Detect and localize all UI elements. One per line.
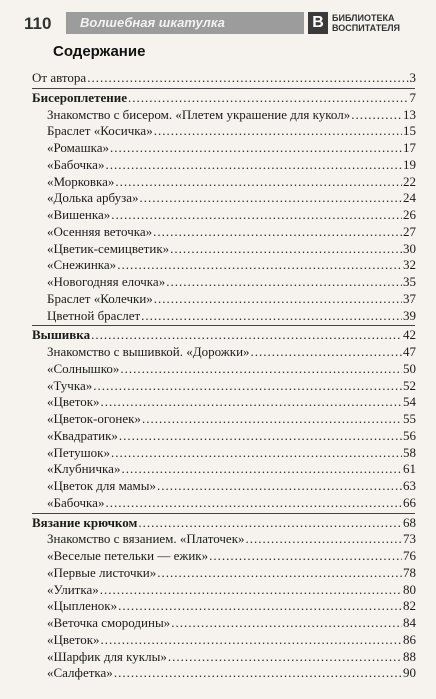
toc-entry-page: 80: [403, 581, 416, 597]
toc-entry-label: «Улитка»: [47, 581, 99, 597]
dot-leader: [170, 241, 402, 257]
toc-entry-row: [47, 123, 416, 139]
dot-leader: [154, 291, 402, 307]
toc-entry-label: «Цветик-семицветик»: [47, 240, 170, 256]
toc-entry-label: «Снежинка»: [47, 257, 117, 273]
section-divider: [32, 325, 415, 326]
toc-entry-row: [47, 531, 416, 547]
dot-leader: [118, 598, 402, 614]
dot-leader: [110, 140, 402, 156]
toc-entry-page: 3: [409, 70, 416, 85]
toc-entry-page: 84: [403, 615, 416, 630]
dot-leader: [87, 70, 408, 86]
toc-entry-page: 73: [403, 531, 416, 547]
toc-entry-row: [47, 582, 416, 598]
toc-entry-label: «Цветок-огонек»: [47, 411, 141, 426]
toc-section-row: [32, 515, 416, 531]
toc-entry-label: «Морковка»: [47, 173, 115, 189]
toc-entry-page: 15: [403, 123, 416, 139]
toc-entry-row: [47, 274, 416, 290]
dot-leader: [117, 257, 402, 273]
toc-entry-row: [47, 207, 416, 223]
toc-entry-page: 68: [403, 514, 416, 530]
toc-entry-row: [47, 495, 416, 511]
toc-entry-page: 30: [403, 240, 416, 256]
toc-title: Содержание: [53, 43, 146, 60]
toc-entry-page: 58: [403, 444, 416, 460]
dot-leader: [154, 123, 402, 139]
dot-leader: [351, 107, 402, 123]
toc-entry-label: «Цветок для мамы»: [47, 478, 156, 493]
dot-leader: [142, 411, 402, 427]
dot-leader: [111, 445, 402, 461]
toc-entry-label: «Цветок»: [47, 394, 100, 410]
toc-entry-row: [47, 598, 416, 614]
dot-leader: [166, 274, 402, 290]
toc-entry-row: [47, 548, 416, 564]
toc-entry-row: [47, 378, 416, 394]
dot-leader: [246, 531, 402, 547]
toc-entry-page: 47: [403, 344, 416, 359]
toc-entry-label: Знакомство с вышивкой. «Дорожки»: [47, 344, 250, 359]
toc-entry-page: 42: [403, 327, 416, 343]
dot-leader: [140, 190, 402, 206]
toc-entry-label: От автора: [32, 70, 87, 85]
toc-entry-page: 39: [403, 307, 416, 323]
toc-entry-row: [47, 308, 416, 324]
toc-entry-label: «Осенняя веточка»: [47, 223, 153, 239]
dot-leader: [209, 548, 402, 564]
toc-entry-label: Вышивка: [32, 327, 91, 343]
page-number: 110: [24, 14, 52, 33]
toc-entry-page: 82: [403, 598, 416, 614]
toc-entry-page: 37: [403, 290, 416, 306]
toc-entry-label: «Шарфик для куклы»: [47, 648, 167, 664]
toc-entry-page: 76: [403, 548, 416, 563]
toc-entry-page: 50: [403, 360, 416, 376]
dot-leader: [105, 157, 402, 173]
toc-entry-page: 19: [403, 156, 416, 172]
toc-entry-row: [47, 461, 416, 477]
toc-entry-label: «Первые листочки»: [47, 564, 157, 580]
dot-leader: [119, 428, 402, 444]
dot-leader: [111, 207, 402, 223]
toc-entry-label: Браслет «Колечки»: [47, 290, 153, 306]
toc-entry-row: [47, 565, 416, 581]
toc-entry-row: [47, 394, 416, 410]
toc-entry-row: [47, 428, 416, 444]
toc-entry-label: Бисероплетение: [32, 89, 127, 105]
toc-entry-label: «Бабочка»: [47, 156, 105, 172]
toc-entry-page: 32: [403, 257, 416, 273]
toc-entry-page: 56: [403, 427, 416, 443]
toc-entry-page: 17: [403, 140, 416, 155]
dot-leader: [157, 565, 402, 581]
toc-section-row: [32, 90, 416, 106]
toc-entry-page: 54: [403, 394, 416, 410]
toc-entry-row: [47, 344, 416, 360]
dot-leader: [153, 224, 402, 240]
toc-entry-page: 90: [403, 665, 416, 681]
toc-entry-page: 24: [403, 190, 416, 206]
toc-entry-label: «Тучка»: [47, 377, 93, 393]
toc-entry-label: «Веселые петельки — ежик»: [47, 548, 209, 563]
toc-entry-row: [47, 241, 416, 257]
toc-entry-page: 27: [403, 223, 416, 239]
dot-leader: [114, 665, 402, 681]
toc-entry-page: 61: [403, 461, 416, 477]
series-name: [332, 13, 428, 33]
toc-entry-page: 88: [403, 648, 416, 664]
toc-entry-label: «Вишенка»: [47, 207, 111, 222]
dot-leader: [105, 495, 402, 511]
toc-entry-row: [47, 361, 416, 377]
toc-entry-page: 78: [403, 564, 416, 580]
toc-entry-label: Вязание крючком: [32, 514, 138, 530]
toc-entry-label: Знакомство с вязанием. «Платочек»: [47, 531, 245, 547]
toc-entry-label: «Бабочка»: [47, 494, 105, 510]
toc-entry-label: «Ромашка»: [47, 140, 109, 155]
toc-entry-label: Браслет «Косичка»: [47, 123, 153, 139]
dot-leader: [171, 615, 402, 631]
toc-entry-row: [47, 107, 416, 123]
dot-leader: [120, 361, 402, 377]
toc-entry-page: 22: [403, 173, 416, 189]
toc-entry-page: 7: [409, 89, 416, 105]
toc-entry-page: 26: [403, 207, 416, 222]
toc-entry-row: [47, 615, 416, 631]
dot-leader: [141, 308, 402, 324]
toc-entry-row: [47, 478, 416, 494]
toc-entry-row: [47, 632, 416, 648]
dot-leader: [251, 344, 402, 360]
dot-leader: [121, 461, 402, 477]
toc-entry-row: [47, 411, 416, 427]
toc-entry-label: «Салфетка»: [47, 665, 113, 681]
toc-entry-page: 86: [403, 631, 416, 647]
toc-entry-row: [47, 257, 416, 273]
toc-entry-label: «Квадратик»: [47, 427, 118, 443]
dot-leader: [93, 378, 402, 394]
toc-entry-label: «Цветок»: [47, 631, 100, 647]
toc-section-row: [32, 327, 416, 343]
toc-entry-label: «Петушок»: [47, 444, 110, 460]
toc-entry-page: 63: [403, 478, 416, 493]
dot-leader: [138, 515, 402, 531]
toc-entry-label: «Солнышко»: [47, 360, 120, 376]
toc-entry-row: [47, 649, 416, 665]
toc-entry-label: Цветной браслет: [47, 307, 141, 323]
toc-entry-row: [47, 445, 416, 461]
toc-entry-label: Знакомство с бисером. «Плетем украшение для кукол»: [47, 106, 351, 122]
book-title: Волшебная шкатулка: [80, 15, 225, 30]
toc-entry-page: 66: [403, 494, 416, 510]
toc-entry-label: «Веточка смородины»: [47, 615, 171, 630]
dot-leader: [128, 90, 409, 106]
dot-leader: [157, 478, 402, 494]
series-line-2: ВОСПИТАТЕЛЯ: [332, 23, 400, 33]
toc-entry-page: 52: [403, 377, 416, 393]
toc-entry-row: [32, 70, 416, 86]
toc-entry-row: [47, 190, 416, 206]
section-divider: [32, 88, 415, 89]
toc-entry-page: 13: [403, 106, 416, 122]
toc-entry-page: 35: [403, 274, 416, 289]
toc-entry-label: «Долька арбуза»: [47, 190, 139, 206]
toc-entry-label: «Клубничка»: [47, 461, 121, 477]
dot-leader: [101, 394, 402, 410]
dot-leader: [115, 174, 402, 190]
section-divider: [32, 513, 415, 514]
dot-leader: [168, 649, 402, 665]
toc-entry-row: [47, 157, 416, 173]
toc-entry-label: «Цыпленок»: [47, 598, 118, 614]
running-header: [6, 12, 430, 34]
toc-entry-page: 55: [403, 411, 416, 426]
toc-entry-row: [47, 140, 416, 156]
series-logo: В: [308, 12, 328, 34]
dot-leader: [100, 582, 402, 598]
series-line-1: БИБЛИОТЕКА: [332, 13, 395, 23]
toc-entry-row: [47, 291, 416, 307]
toc-entry-row: [47, 224, 416, 240]
toc-entry-row: [47, 665, 416, 681]
toc-entry-label: «Новогодняя елочка»: [47, 274, 166, 289]
toc-entry-row: [47, 174, 416, 190]
dot-leader: [101, 632, 402, 648]
dot-leader: [91, 327, 402, 343]
